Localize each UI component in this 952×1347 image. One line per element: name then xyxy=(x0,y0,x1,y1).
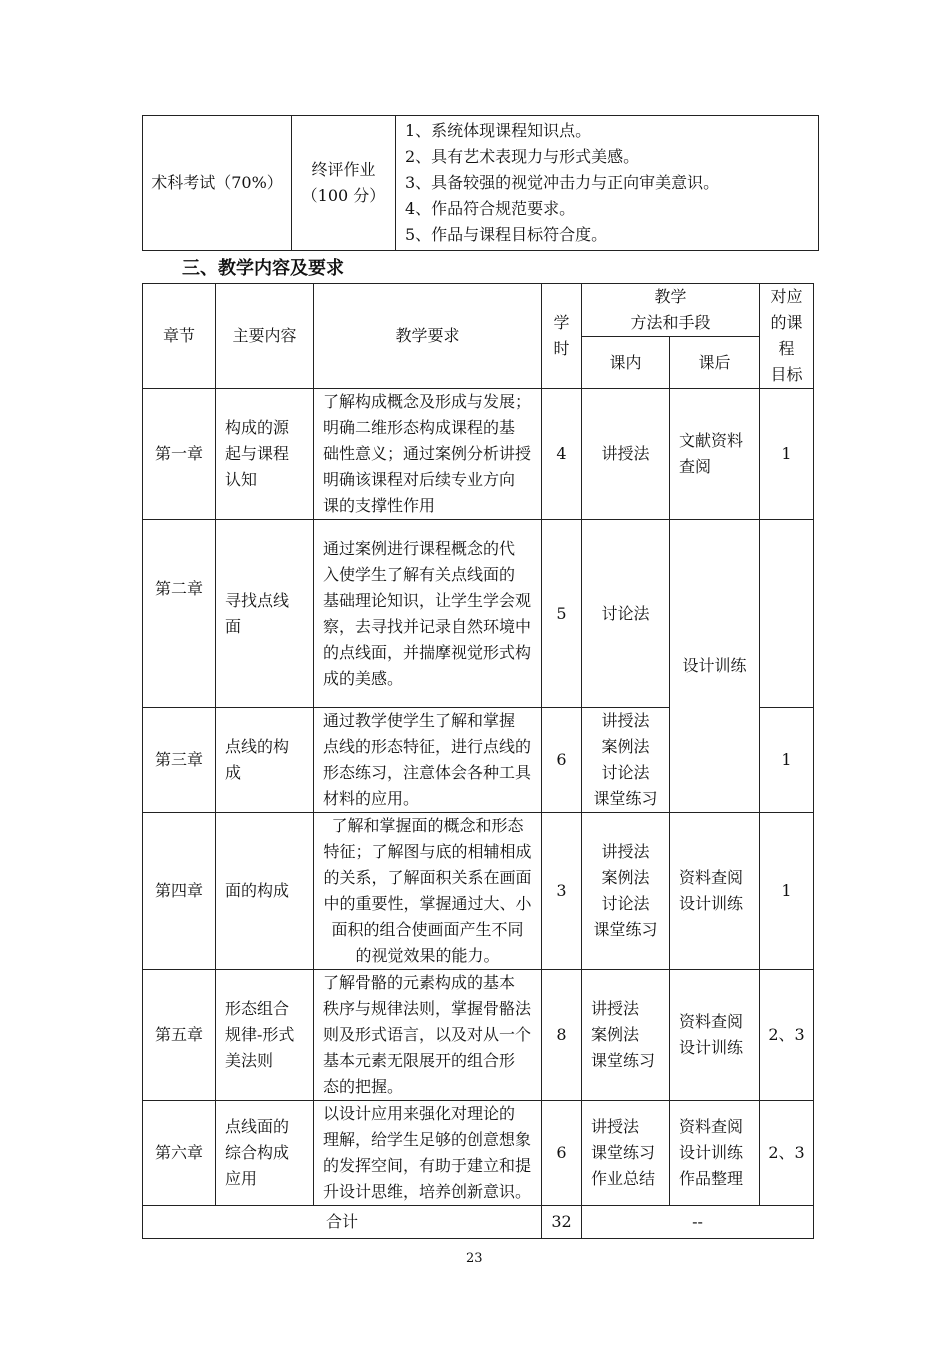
requirement-line: 的点线面，并揣摩视觉形式构 xyxy=(323,642,532,662)
requirement-line: 察，去寻找并记录自然环境中 xyxy=(323,616,532,636)
hours-cell: 3 xyxy=(542,813,582,970)
header-objectives xyxy=(760,284,814,389)
table-row xyxy=(143,813,814,970)
method-line: 讨论法 xyxy=(601,894,650,913)
hours-cell: 6 xyxy=(542,708,582,813)
content-cell xyxy=(216,389,314,520)
in-class-cell xyxy=(582,389,670,520)
total-hours: 32 xyxy=(542,1206,582,1239)
method-line: 文献资料 xyxy=(679,431,744,450)
requirement-line: 基础理论知识，让学生学会观 xyxy=(323,590,532,610)
table-row xyxy=(143,389,814,520)
requirement-line: 础性意义；通过案例分析讲授 xyxy=(323,444,532,463)
requirement-line: 的关系，了解面积关系在画面 xyxy=(323,868,532,887)
requirement-cell xyxy=(314,708,542,813)
assessment-type-line: 终评作业 xyxy=(311,160,376,179)
criteria-item: 5、作品与课程目标符合度。 xyxy=(405,225,608,244)
header-chapter: 章节 xyxy=(143,284,216,389)
total-label: 合计 xyxy=(143,1206,542,1239)
content-cell xyxy=(216,708,314,813)
method-line: 讲授法 xyxy=(591,999,640,1018)
method-line: 讲授法 xyxy=(601,842,650,861)
header-methods-line: 方法和手段 xyxy=(630,313,711,332)
requirement-cell xyxy=(314,813,542,970)
requirement-line: 形态练习，注意体会各种工具 xyxy=(323,763,532,782)
table-row xyxy=(143,520,814,708)
requirement-line: 材料的应用。 xyxy=(323,789,420,808)
header-hours-line: 学 xyxy=(553,313,570,332)
in-class-cell xyxy=(582,813,670,970)
method-line: 设计训练 xyxy=(679,894,744,913)
chapter-cell: 第五章 xyxy=(143,970,216,1101)
teaching-content-table xyxy=(142,283,814,1239)
content-line: 美法则 xyxy=(225,1051,274,1070)
content-cell xyxy=(216,1101,314,1206)
content-line: 点线的构 xyxy=(225,737,290,756)
objective-cell: 2、3 xyxy=(760,970,814,1101)
criteria-item: 2、具有艺术表现力与形式美感。 xyxy=(405,147,640,166)
method-line: 课堂练习 xyxy=(593,920,658,939)
after-class-cell xyxy=(670,970,760,1101)
method-line: 课堂练习 xyxy=(591,1143,656,1162)
total-methods: -- xyxy=(582,1206,814,1239)
method-line: 设计训练 xyxy=(679,1143,744,1162)
requirement-line: 的视觉效果的能力。 xyxy=(355,946,500,965)
method-line: 设计训练 xyxy=(682,656,747,675)
requirement-cell xyxy=(314,1101,542,1206)
requirement-cell xyxy=(314,520,542,708)
method-line: 作品整理 xyxy=(679,1169,744,1188)
header-objectives-line: 的课 xyxy=(770,313,803,332)
content-cell xyxy=(216,520,314,708)
assessment-criteria xyxy=(396,116,819,251)
content-line: 综合构成 xyxy=(225,1143,290,1162)
requirement-line: 秩序与规律法则，掌握骨骼法 xyxy=(323,999,532,1018)
requirement-line: 升设计思维，培养创新意识。 xyxy=(323,1182,532,1201)
after-class-cell xyxy=(670,520,760,813)
header-after-class: 课后 xyxy=(670,337,760,389)
criteria-item: 4、作品符合规范要求。 xyxy=(405,199,576,218)
content-line: 构成的源 xyxy=(225,418,290,437)
header-hours xyxy=(542,284,582,389)
requirement-line: 中的重要性，掌握通过大、小 xyxy=(323,894,532,913)
header-hours-line: 时 xyxy=(553,339,570,358)
objective-cell: 2、3 xyxy=(760,1101,814,1206)
chapter-cell: 第二章 xyxy=(143,520,216,708)
requirement-line: 入使学生了解有关点线面的 xyxy=(323,564,516,584)
in-class-cell xyxy=(582,1101,670,1206)
requirement-line: 了解构成概念及形成与发展； xyxy=(323,392,532,411)
in-class-cell xyxy=(582,520,670,708)
content-line: 面的构成 xyxy=(225,881,290,900)
in-class-cell xyxy=(582,708,670,813)
content-line: 认知 xyxy=(225,470,258,489)
method-line: 查阅 xyxy=(679,457,712,476)
method-line: 作业总结 xyxy=(591,1169,656,1188)
table-row xyxy=(143,1101,814,1206)
method-line: 课堂练习 xyxy=(591,1051,656,1070)
header-objectives-line: 程 xyxy=(778,339,795,358)
requirement-line: 特征；了解图与底的相辅相成 xyxy=(323,842,532,861)
header-content: 主要内容 xyxy=(216,284,314,389)
requirement-line: 明确二维形态构成课程的基 xyxy=(323,418,516,437)
requirement-line: 通过教学使学生了解和掌握 xyxy=(323,711,516,730)
content-cell xyxy=(216,970,314,1101)
criteria-item: 3、具备较强的视觉冲击力与正向审美意识。 xyxy=(405,173,720,192)
criteria-item: 1、系统体现课程知识点。 xyxy=(405,121,592,140)
hours-cell: 4 xyxy=(542,389,582,520)
method-line: 资料查阅 xyxy=(679,1117,744,1136)
after-class-cell xyxy=(670,813,760,970)
objective-cell: 1 xyxy=(760,813,814,970)
content-line: 寻找点线 xyxy=(225,590,290,610)
objective-cell: 1 xyxy=(760,708,814,813)
header-methods xyxy=(582,284,760,337)
method-line: 讲授法 xyxy=(591,1117,640,1136)
requirement-line: 明确该课程对后续专业方向 xyxy=(323,470,516,489)
header-requirements: 教学要求 xyxy=(314,284,542,389)
content-line: 点线面的 xyxy=(225,1117,290,1136)
content-line: 面 xyxy=(225,616,242,636)
requirement-line: 了解和掌握面的概念和形态 xyxy=(331,816,524,835)
method-line: 案例法 xyxy=(591,1025,640,1044)
chapter-cell: 第六章 xyxy=(143,1101,216,1206)
hours-cell: 5 xyxy=(542,520,582,708)
requirement-line: 基本元素无限展开的组合形 xyxy=(323,1051,516,1070)
assessment-category: 术科考试（70%） xyxy=(143,116,292,251)
chapter-cell: 第四章 xyxy=(143,813,216,970)
after-class-cell xyxy=(670,389,760,520)
requirement-line: 成的美感。 xyxy=(323,668,404,688)
page-number: 23 xyxy=(466,1251,483,1266)
content-line: 起与课程 xyxy=(225,444,290,463)
section-title: 三、教学内容及要求 xyxy=(182,258,344,279)
method-line: 案例法 xyxy=(601,737,650,756)
header-objectives-line: 对应 xyxy=(770,287,803,306)
requirement-line: 了解骨骼的元素构成的基本 xyxy=(323,973,516,992)
assessment-type xyxy=(292,116,396,251)
header-objectives-line: 目标 xyxy=(770,365,803,384)
method-line: 讲授法 xyxy=(601,444,650,463)
method-line: 讨论法 xyxy=(601,603,650,623)
requirement-line: 通过案例进行课程概念的代 xyxy=(323,538,516,558)
total-row xyxy=(143,1206,814,1239)
method-line: 资料查阅 xyxy=(679,868,744,887)
assessment-type-line: （100 分） xyxy=(301,186,386,205)
content-cell xyxy=(216,813,314,970)
method-line: 设计训练 xyxy=(679,1038,744,1057)
requirement-line: 则及形式语言，以及对从一个 xyxy=(323,1025,532,1044)
objective-cell xyxy=(760,520,814,708)
requirement-cell xyxy=(314,970,542,1101)
chapter-cell: 第一章 xyxy=(143,389,216,520)
requirement-line: 的发挥空间，有助于建立和提 xyxy=(323,1156,532,1175)
requirement-line: 课的支撑性作用 xyxy=(323,496,436,515)
content-line: 形态组合 xyxy=(225,999,290,1018)
requirement-line: 点线的形态特征，进行点线的 xyxy=(323,737,532,756)
requirement-line: 面积的组合使画面产生不同 xyxy=(331,920,524,939)
after-class-cell xyxy=(670,1101,760,1206)
chapter-cell: 第三章 xyxy=(143,708,216,813)
content-line: 成 xyxy=(225,763,242,782)
method-line: 讲授法 xyxy=(601,711,650,730)
header-in-class: 课内 xyxy=(582,337,670,389)
requirement-cell xyxy=(314,389,542,520)
content-line: 规律-形式 xyxy=(225,1025,295,1044)
method-line: 讨论法 xyxy=(601,763,650,782)
requirement-line: 理解，给学生足够的创意想象 xyxy=(323,1130,532,1149)
method-line: 资料查阅 xyxy=(679,1012,744,1031)
hours-cell: 6 xyxy=(542,1101,582,1206)
in-class-cell xyxy=(582,970,670,1101)
method-line: 课堂练习 xyxy=(593,789,658,808)
content-line: 应用 xyxy=(225,1169,258,1188)
requirement-line: 以设计应用来强化对理论的 xyxy=(323,1104,516,1123)
hours-cell: 8 xyxy=(542,970,582,1101)
table-row xyxy=(143,970,814,1101)
requirement-line: 态的把握。 xyxy=(323,1077,404,1096)
objective-cell: 1 xyxy=(760,389,814,520)
header-methods-line: 教学 xyxy=(654,287,687,306)
assessment-table xyxy=(142,115,819,251)
method-line: 案例法 xyxy=(601,868,650,887)
